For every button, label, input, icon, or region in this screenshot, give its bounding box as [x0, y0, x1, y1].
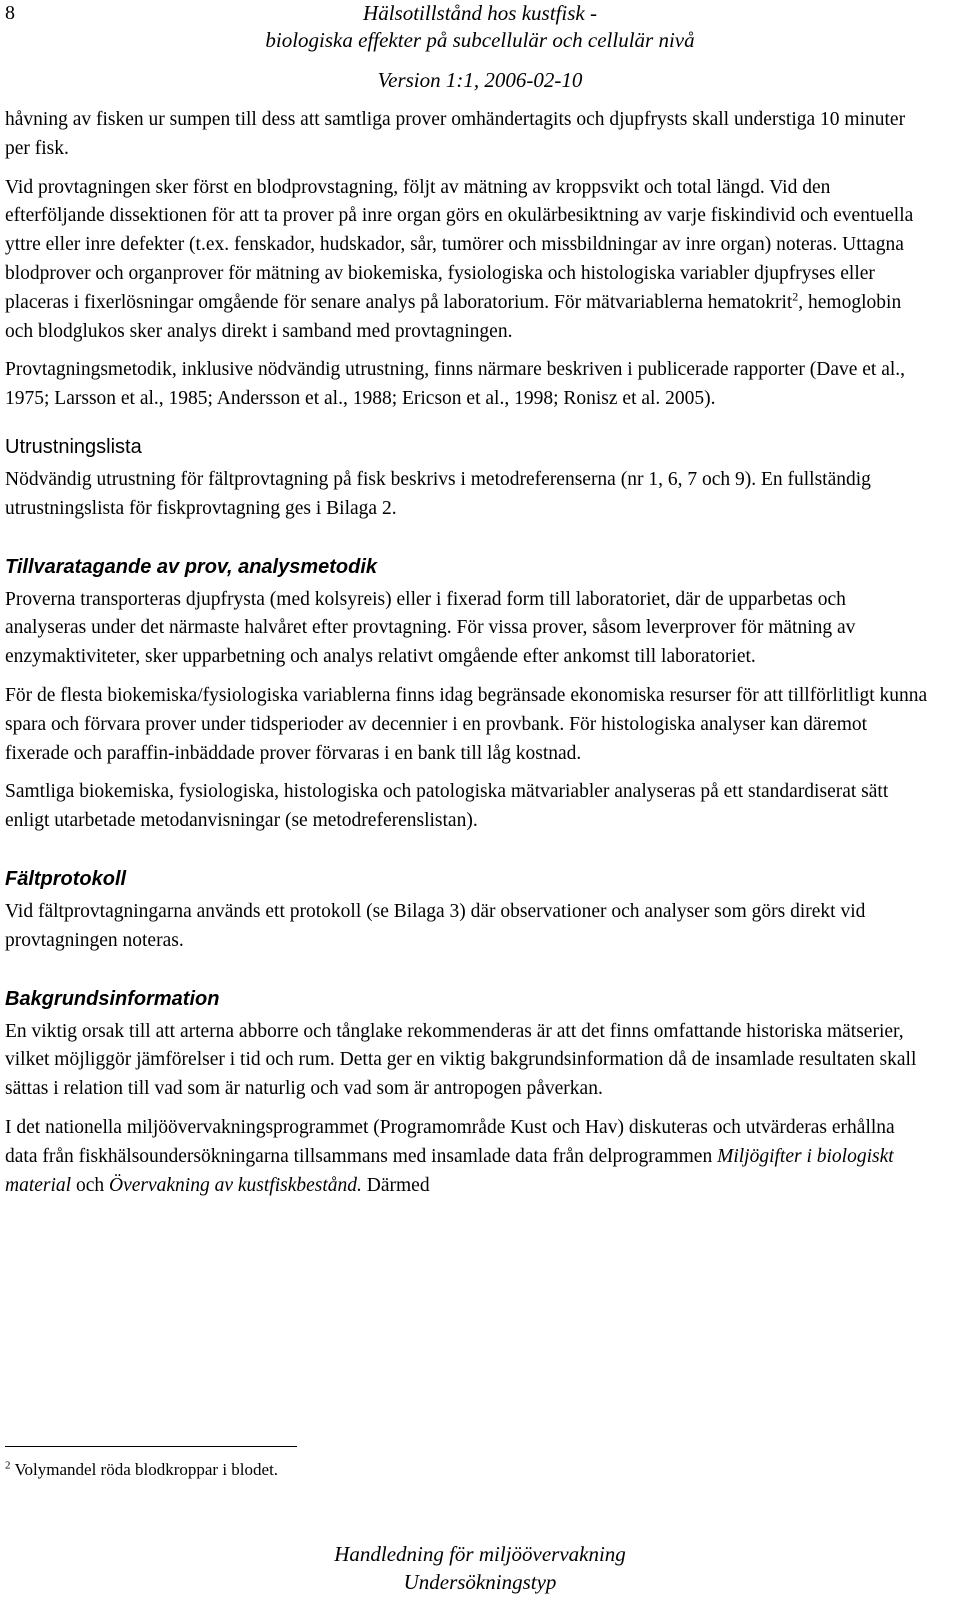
paragraph-bakgrund: En viktig orsak till att arterna abborre och tånglake rekommenderas är att det finns omfattande historiska mätserier, vilket möjliggör jämförelser i tid och rum. Detta ger en viktig bakgrundsinformation då de insamlade resultaten skall sättas i relation till vad som är naturlig och vad som är antropogen påverkan. [5, 1020, 917, 1100]
page-number: 8 [5, 2, 15, 24]
program-name-miljogifter: Miljögifter i biologiskt material [5, 1145, 894, 1196]
paragraph-nationella-text: I det nationella miljöövervakningsprogrammet (Programområde Kust och Hav) diskuteras och utvärderas erhållna data från fiskhälsoundersökningarna tillsammans med insamlade data från delprogrammen [5, 1116, 895, 1167]
footnote-text: Volymandel röda blodkroppar i blodet. [10, 1460, 279, 1479]
paragraph-haavning: håvning av fisken ur sumpen till dess att samtliga prover omhändertagits och djupfrysts skall understiga 10 minuter per fisk. [5, 109, 906, 159]
heading-utrustningslista: Utrustningslista [5, 435, 142, 458]
header-version: Version 1:1, 2006-02-10 [377, 68, 583, 92]
heading-faltprotokoll: Fältprotokoll [5, 867, 127, 890]
header-title-line1: Hälsotillstånd hos kustfisk - [363, 1, 597, 25]
footnote [5, 1458, 278, 1482]
footer-line1: Handledning för miljöövervakning [334, 1542, 626, 1566]
paragraph-transport: Proverna transporteras djupfrysta (med kolsyreis) eller i fixerad form till laboratoriet, där de upparbetas och analyseras under det närmaste halvåret efter provtagning. För vissa prover, såsom leverprover för mätning av enzymaktiviteter, sker upparbetning och analys relativt omgående efter ankomst till laboratoriet. [5, 588, 856, 668]
paragraph-provtagning-tail: , hemoglobin och blodglukos sker analys direkt i samband med provtagningen. [5, 291, 902, 342]
paragraph-protokoll: Vid fältprovtagningarna används ett protokoll (se Bilaga 3) där observationer och analyser som görs direkt vid provtagningen noteras. [5, 900, 866, 951]
paragraph-nationella [5, 1114, 930, 1200]
document-body [5, 106, 930, 1210]
paragraph-provtagningsmetodik: Provtagningsmetodik, inklusive nödvändig utrustning, finns närmare beskriven i publicerade rapporter (Dave et al., 1975; Larsson et al., 1985; Andersson et al., 1988; Ericson et al., 1998; Ronisz et al. 2005). [5, 359, 906, 410]
paragraph-nationella-tail: Därmed [361, 1174, 430, 1196]
footnote-marker: 2 [5, 1459, 11, 1472]
paragraph-nationella-och: och [71, 1174, 109, 1196]
program-name-kustfisk: Övervakning av kustfiskbestånd. [109, 1174, 362, 1196]
paragraph-provtagning-text: Vid provtagningen sker först en blodprovstagning, följt av mätning av kroppsvikt och total längd. Vid den efterföljande dissektionen för att ta prover på inre organ görs en okulärbesiktning av varje fiskindivid och eventuella yttre eller inre defekter (t.ex. fenskador, hudskador, sår, tumörer och missbildningar av inre organ) noteras. Uttagna blodprover och organprover för mätning av biokemiska, fysiologiska och histologiska variabler djupfryses eller placeras i fixerlösningar omgående för senare analys på laboratorium. För mätvariablerna hematokrit [5, 176, 914, 313]
footnote-divider [5, 1446, 297, 1447]
footnote-ref-2: 2 [792, 289, 799, 304]
paragraph-standardiserat: Samtliga biokemiska, fysiologiska, histologiska och patologiska mätvariabler analyseras på ett standardiserat sätt enligt utarbetade metodanvisningar (se metodreferenslistan). [5, 781, 889, 832]
paragraph-provbank: För de flesta biokemiska/fysiologiska variablerna finns idag begränsade ekonomiska resurser för att tillförlitligt kunna spara och förvara prover under tidsperioder av decennier i en provbank. För histologiska analyser kan däremot fixerade och paraffin-inbäddade prover förvaras i en bank till låg kostnad. [5, 684, 928, 764]
heading-bakgrundsinformation: Bakgrundsinformation [5, 987, 220, 1010]
footer-line2: Undersökningstyp [403, 1570, 557, 1594]
heading-tillvaratagande: Tillvaratagande av prov, analysmetodik [5, 555, 378, 578]
paragraph-provtagning [5, 174, 930, 347]
header-title-line2: biologiska effekter på subcellulär och cellulär nivå [265, 28, 695, 52]
paragraph-utrustning: Nödvändig utrustning för fältprovtagning på fisk beskrivs i metodreferenserna (nr 1, 6, 7 och 9). En fullständig utrustningslista för fiskprovtagning ges i Bilaga 2. [5, 468, 871, 519]
